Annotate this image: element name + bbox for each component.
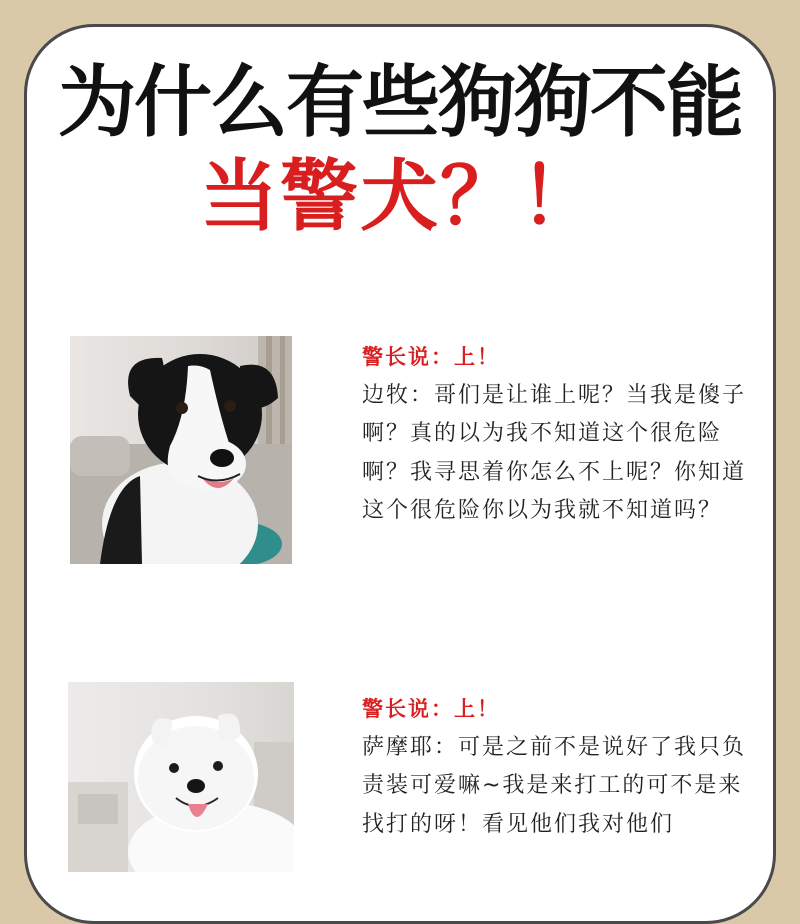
samoyed-photo [68,682,294,872]
border-collie-photo [70,336,292,564]
dialogue-block-2 [362,690,752,844]
dialogue-text: 萨摩耶：可是之前不是说好了我只负责装可爱嘛~我是来打工的可不是来找打的呀！看见他们我对他们 [362,734,747,837]
dialogue-block-1 [362,338,752,531]
title-line-1: 为什么有些狗狗不能 [57,58,742,148]
title-line-2: 当警犬？！ [199,152,600,242]
dialogue-text: 边牧：哥们是让谁上呢？当我是傻子啊？真的以为我不知道这个很危险啊？我寻思着你怎么不上呢？你知道这个很危险你以为我就不知道吗？ [362,382,747,523]
speaker-label: 警长说：上！ [362,345,500,369]
samoyed-illustration [68,682,294,872]
border-collie-illustration [70,336,292,564]
speaker-label: 警长说：上！ [362,697,500,721]
